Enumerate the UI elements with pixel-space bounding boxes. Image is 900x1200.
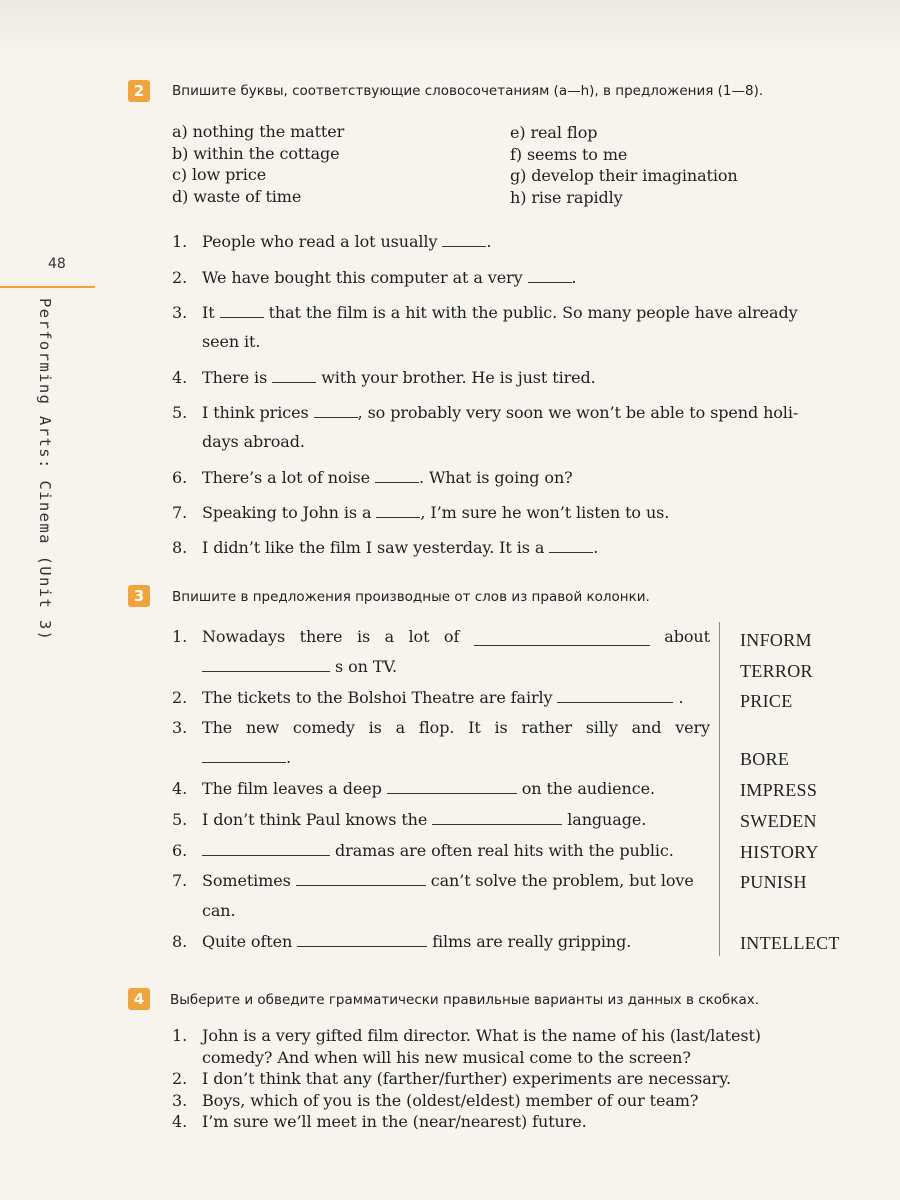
- ex3-sentence-8: [172, 932, 631, 951]
- sentence-text: films are really gripping.: [432, 932, 632, 951]
- ex3-sentence-6: [172, 841, 674, 860]
- answer-blank[interactable]: [557, 688, 673, 703]
- sentence-text: The tickets to the Bolshoi Theatre are fairly: [202, 688, 553, 707]
- exercise-4-badge: 4: [128, 988, 150, 1010]
- sentence-text: on the audience.: [521, 779, 655, 798]
- sentence-text: with your brother. He is just tired.: [321, 368, 596, 387]
- sentence-number: 6.: [172, 841, 188, 860]
- option-item: f) seems to me: [510, 144, 628, 164]
- sentence-text: comedy? And when will his new musical come to the screen?: [202, 1047, 691, 1067]
- word: is: [494, 718, 508, 737]
- sentence-text: I don’t think that any (farther/further) experiments are necessary.: [202, 1069, 732, 1088]
- sentence-number: 3.: [172, 1090, 188, 1110]
- keyword: PUNISH: [740, 872, 807, 892]
- sentence-text: I didn’t like the film I saw yesterday. It is a: [202, 538, 545, 557]
- option-item: d) waste of time: [172, 186, 302, 206]
- exercise-3-instruction: Впишите в предложения производные от слов из правой колонки.: [172, 589, 650, 605]
- sentence-text: can’t solve the problem, but love: [430, 871, 694, 890]
- ex2-sentence-8: [172, 538, 598, 557]
- option-item: e) real flop: [510, 123, 598, 142]
- column-divider: [719, 622, 720, 956]
- word: of: [443, 627, 460, 646]
- sentence-text: .: [678, 688, 684, 707]
- keyword: INTELLECT: [740, 933, 840, 953]
- sentence-number: 1.: [172, 627, 188, 646]
- sentence-number: 5.: [172, 810, 188, 829]
- answer-blank[interactable]: [387, 779, 517, 794]
- word: a: [384, 627, 395, 646]
- option-item: b) within the cottage: [172, 143, 340, 163]
- answer-blank[interactable]: [474, 631, 650, 646]
- answer-blank[interactable]: [220, 303, 264, 318]
- option-item: g) develop their imagination: [510, 166, 738, 185]
- keyword: BORE: [740, 749, 790, 769]
- sentence-number: 6.: [172, 468, 188, 487]
- answer-blank[interactable]: [442, 232, 486, 247]
- word: flop.: [418, 718, 455, 737]
- list-item: [172, 1047, 761, 1069]
- sentence-text: .: [286, 748, 291, 767]
- sentence-number: 4.: [172, 779, 188, 798]
- answer-blank[interactable]: [376, 503, 420, 518]
- sentence-number: 3.: [172, 718, 188, 737]
- sentence-text: I’m sure we’ll meet in the (near/nearest) future.: [202, 1112, 587, 1131]
- keyword: IMPRESS: [740, 780, 818, 800]
- list-item: [172, 1068, 761, 1090]
- sentence-number: 8.: [172, 538, 188, 557]
- sentence-text: John is a very gifted film director. What is the name of his (last/latest): [202, 1026, 761, 1045]
- ex3-sentence-2: [172, 688, 683, 707]
- keyword: PRICE: [740, 691, 793, 711]
- ex2-sentence-2: [172, 268, 577, 287]
- sentence-number: 5.: [172, 403, 188, 422]
- sentence-number: 3.: [172, 303, 188, 322]
- sentence-text: that the film is a hit with the public. So many people have already: [268, 303, 798, 322]
- word: new: [245, 718, 280, 737]
- answer-blank[interactable]: [432, 810, 562, 825]
- keyword: TERROR: [740, 661, 813, 681]
- sentence-text: The film leaves a deep: [202, 779, 382, 798]
- sentence-text: There’s a lot of noise: [202, 468, 371, 487]
- sentence-number: 2.: [172, 688, 188, 707]
- word: rather: [521, 718, 572, 737]
- ex3-sentence-4: [172, 779, 655, 798]
- answer-blank[interactable]: [528, 268, 572, 283]
- word: there: [299, 627, 343, 646]
- sentence-number: 2.: [172, 1069, 188, 1088]
- sentence-number: 4.: [172, 368, 188, 387]
- word: Nowadays: [202, 627, 286, 646]
- ex3-sentence-7-cont: can.: [202, 901, 236, 920]
- exercise-3-badge: 3: [128, 585, 150, 607]
- answer-blank[interactable]: [202, 657, 330, 672]
- sentence-text: .: [571, 268, 577, 287]
- answer-blank[interactable]: [202, 748, 286, 763]
- options-right: [510, 122, 738, 208]
- sentence-text: language.: [567, 810, 647, 829]
- answer-blank[interactable]: [296, 871, 426, 886]
- ex3-sentence-1: [172, 627, 710, 646]
- answer-blank[interactable]: [375, 468, 419, 483]
- sentence-text: Sometimes: [202, 871, 291, 890]
- side-title-text: Performing Arts: Cinema (Unit 3): [36, 298, 54, 642]
- ex2-sentence-7: [172, 503, 669, 522]
- word: a: [395, 718, 406, 737]
- sentence-text: , so probably very soon we won’t be able to spend holi-: [357, 403, 799, 422]
- sentence-number: 8.: [172, 932, 188, 951]
- sentence-text: .: [593, 538, 599, 557]
- sentence-number: 7.: [172, 871, 188, 890]
- sentence-text: dramas are often real hits with the public.: [335, 841, 674, 860]
- word: is: [356, 627, 371, 646]
- word: lot: [408, 627, 430, 646]
- sentence-number: 1.: [172, 232, 188, 251]
- sentence-text: , I’m sure he won’t listen to us.: [420, 503, 670, 522]
- ex3-sentence-3: [172, 718, 710, 737]
- ex3-sentence-3-cont: [202, 748, 291, 767]
- list-item: [172, 1111, 761, 1133]
- ex3-sentence-7: [172, 871, 694, 890]
- ex2-sentence-5-cont: days abroad.: [202, 432, 305, 451]
- list-item: [172, 1025, 761, 1047]
- page-number: 48: [48, 256, 66, 272]
- sentence-text: It: [202, 303, 215, 322]
- sentence-text: I think prices: [202, 403, 309, 422]
- sentence-text: Boys, which of you is the (oldest/eldest) member of our team?: [202, 1090, 699, 1110]
- ex4-sentences: [172, 1025, 761, 1133]
- ex2-sentence-5: [172, 403, 798, 422]
- sentence-number: 4.: [172, 1112, 188, 1131]
- sentence-text: .: [486, 232, 492, 251]
- word: is: [368, 718, 382, 737]
- exercise-2-badge: 2: [128, 80, 150, 102]
- answer-blank[interactable]: [202, 841, 330, 856]
- word: The: [202, 718, 233, 737]
- sentence-text: s on TV.: [335, 657, 398, 676]
- list-item: [172, 1090, 761, 1112]
- word: about: [664, 627, 710, 646]
- keyword: SWEDEN: [740, 811, 817, 831]
- ex2-sentence-4: [172, 368, 596, 387]
- answer-blank[interactable]: [297, 932, 427, 947]
- word: very: [675, 718, 710, 737]
- option-item: a) nothing the matter: [172, 122, 345, 141]
- exercise-4-instruction: Выберите и обведите грамматически правильные варианты из данных в скобках.: [170, 992, 760, 1008]
- word: and: [631, 718, 662, 737]
- ex2-sentence-1: [172, 232, 491, 251]
- exercise-2-instruction: Впишите буквы, соответствующие словосочетаниям (a—h), в предложения (1—8).: [172, 83, 764, 99]
- sentence-number: 7.: [172, 503, 188, 522]
- keyword: HISTORY: [740, 842, 819, 862]
- word: comedy: [292, 718, 355, 737]
- answer-blank[interactable]: [314, 403, 358, 418]
- sentence-text: There is: [202, 368, 268, 387]
- sentence-text: Speaking to John is a: [202, 503, 372, 522]
- option-item: c) low price: [172, 165, 267, 184]
- sentence-text: Quite often: [202, 932, 293, 951]
- sentence-text: . What is going on?: [419, 468, 573, 487]
- sentence-number: 1.: [172, 1026, 188, 1045]
- sentence-text: I don’t think Paul knows the: [202, 810, 428, 829]
- ex2-sentence-3-cont: seen it.: [202, 332, 261, 351]
- page-number-rule: [0, 286, 95, 288]
- ex3-sentence-1-cont: [202, 657, 397, 676]
- sentence-text: We have bought this computer at a very: [202, 268, 523, 287]
- word: It: [468, 718, 481, 737]
- side-title: [36, 298, 76, 642]
- option-item: h) rise rapidly: [510, 187, 623, 207]
- ex2-sentence-3: [172, 303, 798, 322]
- sentence-number: 2.: [172, 268, 188, 287]
- answer-blank[interactable]: [549, 538, 593, 553]
- options-left: [172, 121, 344, 207]
- answer-blank[interactable]: [272, 368, 316, 383]
- ex2-sentence-6: [172, 468, 573, 487]
- ex3-sentence-5: [172, 810, 646, 829]
- page-top-shade: [0, 0, 900, 60]
- sentence-text: People who read a lot usually: [202, 232, 438, 251]
- word: silly: [585, 718, 618, 737]
- keyword: INFORM: [740, 630, 812, 650]
